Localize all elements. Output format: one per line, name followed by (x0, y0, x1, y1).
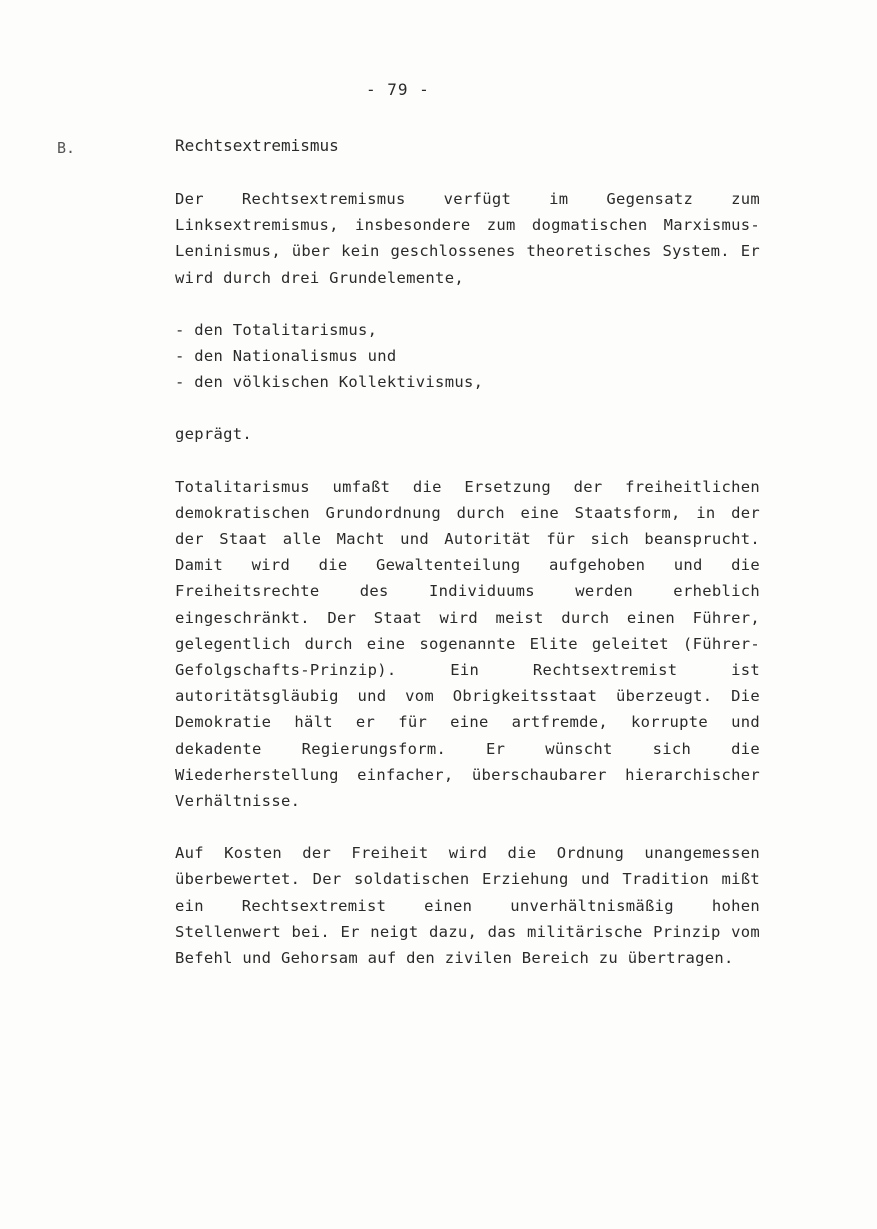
section-letter: B. (57, 139, 76, 157)
page-number: - 79 - (366, 80, 430, 99)
grundelemente-list (175, 317, 760, 396)
totalitarismus-paragraph: Totalitarismus umfaßt die Ersetzung der freiheitlichen demokratischen Grundordnung durch eine Staatsform, in der der Staat alle Macht und Autorität für sich beansprucht. Damit wird die Gewaltenteilung aufgehoben und die Freiheitsrechte des Individuums werden erheblich eingeschränkt. Der Staat wird meist durch einen Führer, gelegentlich durch eine sogenannte Elite geleitet (Führer-Gefolgschafts-Prinzip). Ein Rechtsextremist ist autoritätsgläubig und vom Obrigkeitsstaat überzeugt. Die Demokratie hält er für eine artfremde, korrupte und dekadente Regierungsform. Er wünscht sich die Wiederherstellung einfacher, überschaubarer hierarchischer Verhältnisse. (175, 477, 760, 811)
after-list-text: geprägt. (175, 425, 253, 444)
document-body (175, 186, 760, 971)
freiheit-paragraph: Auf Kosten der Freiheit wird die Ordnung unangemessen überbewertet. Der soldatischen Erziehung und Tradition mißt ein Rechtsextremist einen unverhältnismäßig hohen Stellenwert bei. Er neigt dazu, das militärische Prinzip vom Befehl und Gehorsam auf den zivilen Bereich zu übertragen. (175, 844, 760, 968)
paragraph-gap (175, 395, 760, 421)
paragraph-gap (175, 291, 760, 317)
paragraph-gap (175, 814, 760, 840)
list-item: - den Nationalismus und (175, 347, 397, 366)
list-item: - den Totalitarismus, (175, 320, 378, 339)
list-item: - den völkischen Kollektivismus, (175, 373, 484, 392)
paragraph-gap (175, 448, 760, 474)
section-title: Rechtsextremismus (175, 136, 339, 155)
intro-paragraph: Der Rechtsextremismus verfügt im Gegensatz zum Linksextremismus, insbesondere zum dogmatischen Marxismus-Leninismus, über kein geschlossenes theoretisches System. Er wird durch drei Grundelemente, (175, 190, 760, 287)
